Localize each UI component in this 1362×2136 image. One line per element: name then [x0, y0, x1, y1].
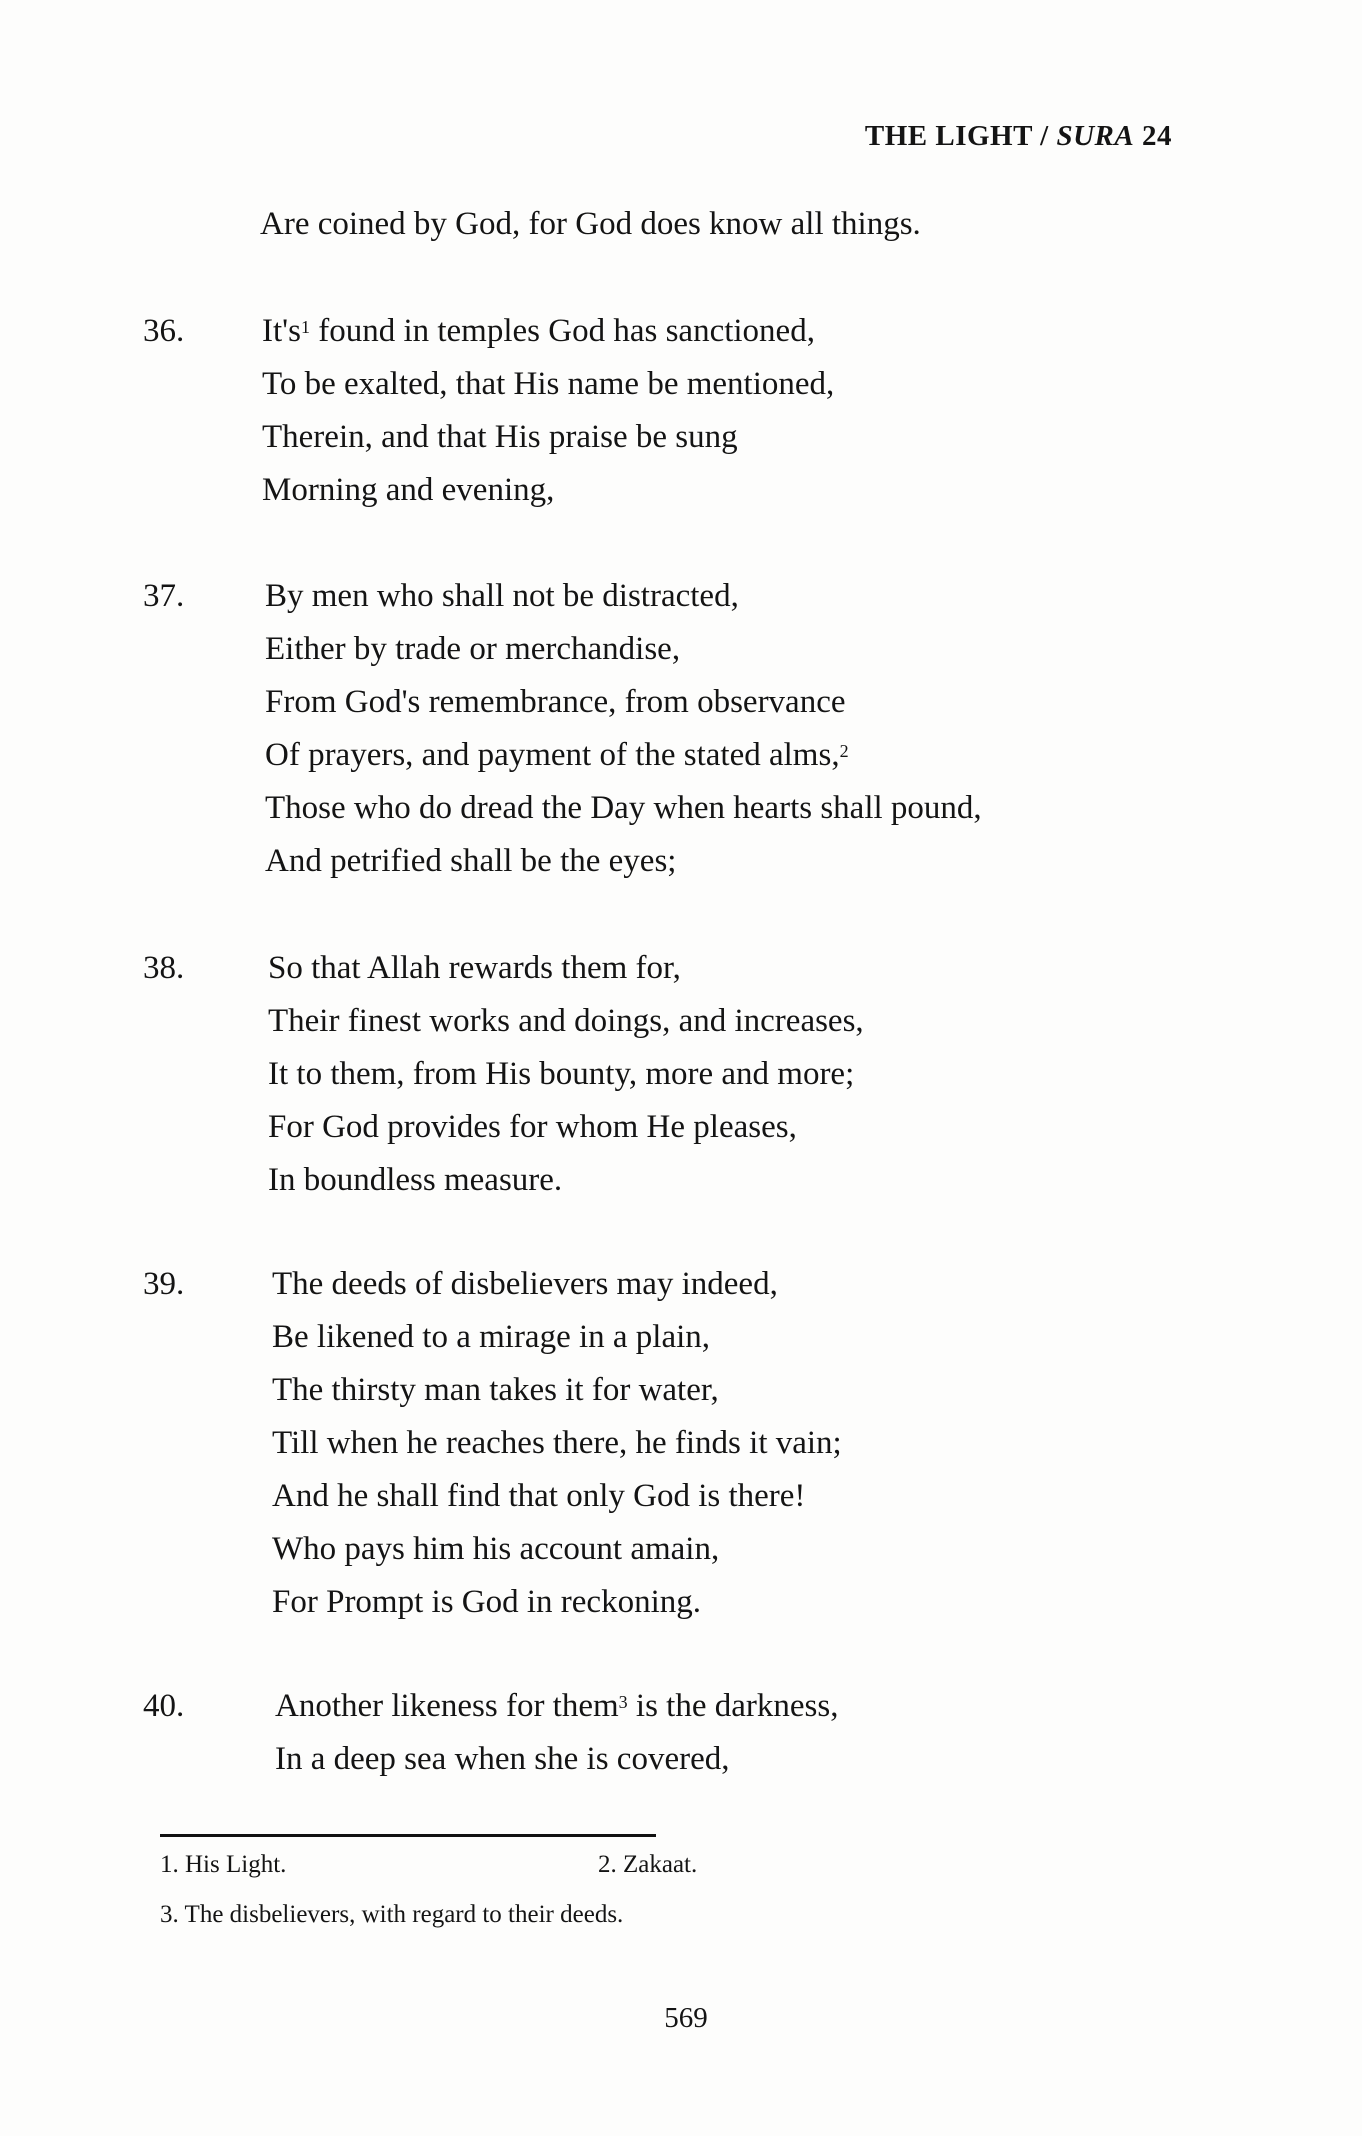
verse-line-text: Those who do dread the Day when hearts shall pound,	[265, 790, 982, 826]
verse-line-text: Morning and evening,	[262, 472, 555, 508]
verse-line-text: From God's remembrance, from observance	[265, 684, 846, 720]
verse-line	[275, 1739, 729, 1779]
verse-line	[265, 735, 849, 775]
page-number: 569	[664, 2002, 708, 2034]
verse-line	[268, 1160, 562, 1200]
verse-number: 39.	[143, 1266, 185, 1302]
verse-line-text: It to them, from His bounty, more and more;	[268, 1056, 855, 1092]
verse-line	[265, 788, 982, 828]
verse-line	[272, 1264, 778, 1304]
verse-line	[272, 1476, 805, 1516]
verse-line-text: And petrified shall be the eyes;	[265, 843, 677, 879]
verse-line	[265, 629, 680, 669]
verse-line	[272, 1317, 710, 1357]
verse-line-text: Of prayers, and payment of the stated alms,	[265, 737, 840, 773]
verse-line-text: So that Allah rewards them for,	[268, 950, 681, 986]
verse-line-text: For Prompt is God in reckoning.	[272, 1584, 701, 1620]
verse-line-text: Be likened to a mirage in a plain,	[272, 1319, 711, 1355]
footnote-2: 2. Zakaat.	[598, 1851, 698, 1878]
verse-line	[268, 948, 681, 988]
footnote-3: 3. The disbelievers, with regard to their deeds.	[160, 1901, 624, 1928]
verse-line	[265, 682, 846, 722]
verse-line	[272, 1423, 842, 1463]
verse-line-text: Another likeness for them	[275, 1688, 619, 1724]
footnote-rule	[160, 1834, 656, 1837]
verse-line-text: Who pays him his account amain,	[272, 1531, 720, 1567]
verse-line-text: In boundless measure.	[268, 1162, 563, 1198]
footnote-marker: 3	[618, 1692, 628, 1712]
verse-line	[268, 1001, 864, 1041]
verse-line	[265, 576, 739, 616]
verse-line-text: By men who shall not be distracted,	[265, 578, 739, 614]
verse-number: 38.	[143, 950, 185, 986]
verse-line-text: Therein, and that His praise be sung	[262, 419, 738, 455]
running-head-sura-label: SURA	[1056, 120, 1135, 152]
verse-line	[272, 1582, 701, 1622]
verse-number: 37.	[143, 578, 185, 614]
verse-line	[272, 1529, 719, 1569]
running-head-title: THE LIGHT /	[864, 120, 1057, 152]
verse-line-text: found in temples God has sanctioned,	[309, 313, 815, 349]
verse-line-text: Either by trade or merchandise,	[265, 631, 681, 667]
continuation-line: Are coined by God, for God does know all things.	[260, 206, 921, 242]
verse-line-text: is the darkness,	[627, 1688, 839, 1724]
verse-line-text: The thirsty man takes it for water,	[272, 1372, 719, 1408]
verse-line	[268, 1107, 797, 1147]
verse-line-text: In a deep sea when she is covered,	[275, 1741, 730, 1777]
verse-line	[268, 1054, 854, 1094]
verse-line	[265, 841, 676, 881]
verse-number: 40.	[143, 1688, 185, 1724]
verse-line	[262, 417, 738, 457]
verse-line-text: It's	[262, 313, 301, 349]
verse-number: 36.	[143, 313, 185, 349]
verse-line-text: To be exalted, that His name be mentioned,	[262, 366, 835, 402]
verse-line-text: And he shall find that only God is there!	[272, 1478, 806, 1514]
verse-line-text: For God provides for whom He pleases,	[268, 1109, 797, 1145]
verse-line-text: Till when he reaches there, he finds it vain;	[272, 1425, 842, 1461]
footnote-marker: 2	[839, 741, 849, 761]
footnote-1: 1. His Light.	[160, 1851, 287, 1878]
verse-line-text: The deeds of disbelievers may indeed,	[272, 1266, 778, 1302]
verse-line	[262, 470, 554, 510]
running-head	[865, 120, 1172, 153]
footnote-marker: 1	[300, 317, 310, 337]
verse-line-text: Their finest works and doings, and increases,	[268, 1003, 864, 1039]
verse-line	[272, 1370, 719, 1410]
verse-line	[262, 311, 815, 351]
verse-line	[275, 1686, 838, 1726]
running-head-sura-number: 24	[1134, 120, 1172, 152]
verse-line	[262, 364, 834, 404]
